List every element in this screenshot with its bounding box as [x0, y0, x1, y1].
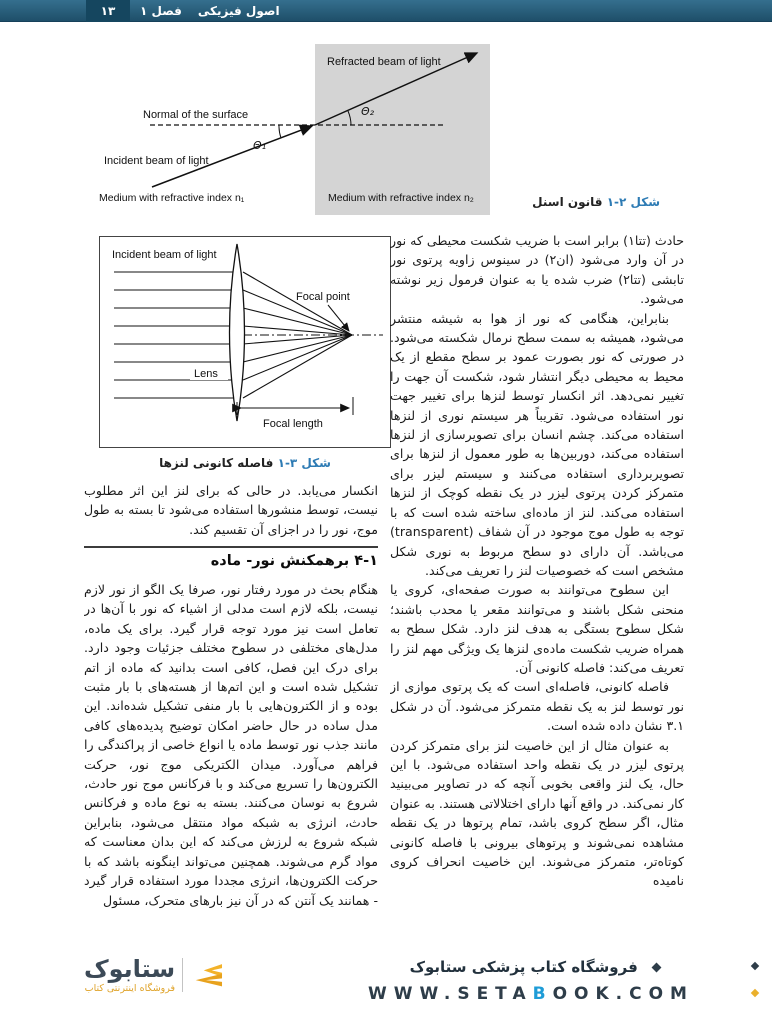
theta2-label: Θ₂: [361, 105, 375, 118]
paragraph: حادث (تتا۱) برابر است با ضریب شکست محیطی که نور در آن وارد می‌شود (ان۲) در سینوس زاویه پرتوی نور تابشی (تتا۲) ضرب شده یا به عنوان فرمول زیر نوشته می‌شود.: [390, 233, 684, 307]
paragraph: انکسار می‌یابد. در حالی که برای لنز این اثر مطلوب نیست، توسط منشورها استفاده می‌شود تا بسته به طول موج، نور را در اجزای آن تقسیم کند.: [84, 483, 378, 537]
paragraph: هنگام بحث در مورد رفتار نور، صرفا یک الگو از نور لازم نیست، بلکه لازم است مدلی از اشیاء که نور با آن‌ها در تعامل است نیز مورد توجه قرار گیرد. برای یک ماده، مدل‌های مختلفی در سطوح مختلف جزئیات وجود دارد. برای درک این فصل، کافی است بدانید که ماده از اتم تشکیل شده است و این اتم‌ها از هسته‌های با بار مثبت بوده و از الکترون‌هایی با بار منفی تشکیل شده‌اند. این مدل ساده در حال حاضر امکان توضیح پدیده‌های کافی مانند جذب نور توسط ماده یا انواع خاصی از پراکندگی را فراهم می‌آورد. میدان الکتریکی موج نور، حرکت الکترون‌ها را تسریع می‌کند و با فرکانس موج نور حادث، شروع به نوسان می‌کنند. بسته به نوع ماده و فرکانس حادث، انرژی به شبکه مواد منتقل می‌شود، بنابراین شبکه شروع به لرزش می‌کند که این بدان معناست که مواد گرم می‌شوند. همچنین می‌تواند اینگونه باشد که با حرکت الکترون‌ها، انرژی مجددا مورد استفاده قرار گیرد - همانند یک آنتن که در آن نیز بارهای متحرک، مسئول: [84, 582, 378, 908]
paragraph: این سطوح می‌توانند به صورت صفحه‌ای، کروی یا منحنی شکل باشند و می‌توانند مقعر یا محدب باشند؛ شکل سطوح بستگی به هدف لنز دارد. شکل سطح به همراه ضریب شکست ماده‌ی لنزها یک ویژگی مهم لنز را تعریف می‌کند: فاصله کانونی آن.: [390, 582, 684, 675]
edge-bullet-dark-icon: [751, 962, 759, 970]
diamond-bullet-icon: [652, 963, 662, 973]
figure-lens-caption-number: شکل ۳-۱: [277, 456, 331, 470]
figure-lens-caption: [99, 456, 391, 470]
section-divider: [84, 546, 378, 548]
paragraph: فاصله کانونی، فاصله‌ای است که یک پرتوی موازی از نور توسط لنز به یک نقطه متمرکز می‌شود. آن در شکل ۳.۱ نشان داده شده است.: [390, 679, 684, 734]
website-part3: OOK.COM: [552, 984, 694, 1004]
chapter-label: فصل ۱: [140, 4, 182, 18]
surface-normal-label: Normal of the surface: [143, 109, 249, 121]
left-column-continuation: [84, 481, 378, 543]
setabook-logo: [84, 956, 224, 994]
setabook-chevrons-icon: [190, 956, 224, 994]
paragraph: بنابراین، هنگامی که نور از هوا به شیشه منتشر می‌شود، همیشه به سمت سطح نرمال شکسته می‌شود. در صورتی که نور بصورت عمود بر سطح مقطع از یک محیط به محیطی دیگر انتشار شود، شکست آن جهت را تغییر نمی‌دهد. اثر انکسار توسط لنزها برای تغییر جهت نور استفاده می‌شود. تقریباً هر سیستم نوری از لنزها استفاده می‌کند. چشم انسان برای تصویرسازی از لنزها استفاده می‌کند، دوربین‌ها به طور معمول از لنزها برای تصویربرداری استفاده می‌کنند و سیستم لیزر برای متمرکز کردن پرتوی لیزر در یک نقطه کوچک از لنزها استفاده می‌کند. لنز از ماده‌ای ساخته شده است که با توجه به طول موج موجود در آن شفاف (transparent) می‌باشد. آن دارای دو سطح مربوط به نوری شکل مشخص است که خصوصیات لنز را تعریف می‌کند.: [390, 310, 684, 578]
website-part2: B: [532, 984, 553, 1004]
refracted-beam-label: Refracted beam of light: [327, 56, 441, 68]
snell-diagram: [95, 36, 495, 218]
lens-label: Lens: [194, 368, 218, 380]
figure-snell-caption-text: قانون اسنل: [532, 195, 603, 209]
theta1-arc: [279, 125, 281, 138]
logo-wordmark: ستابوک: [84, 955, 176, 983]
logo-text-block: [84, 956, 175, 994]
figure-snell-caption-number: شکل ۲-۱: [606, 195, 660, 209]
store-name: فروشگاه کتاب پزشکی ستابوک: [409, 958, 638, 976]
incident-beam-label: Incident beam of light: [104, 155, 209, 167]
medium2-label: Medium with refractive index n₂: [328, 192, 474, 204]
lens-incident-label: Incident beam of light: [112, 249, 217, 261]
medium1-label: Medium with refractive index n₁: [99, 192, 245, 204]
chapter-title: اصول فیزیکی: [197, 4, 280, 18]
focal-point-label: Focal point: [296, 291, 350, 303]
left-column-body: [84, 580, 378, 952]
page-header-bar: [0, 0, 772, 22]
figure-lens-caption-text: فاصله کانونی لنزها: [159, 456, 274, 470]
section-heading: ۴-۱ برهمکنش نور- ماده: [210, 553, 378, 569]
edge-bullet-gold-icon: [751, 989, 759, 997]
website-url: [368, 984, 694, 1004]
logo-divider: [182, 958, 183, 992]
medium2-region: [315, 44, 490, 215]
figure-lens: [99, 236, 391, 448]
website-part1: WWW.SETA: [368, 984, 533, 1004]
figure-snell: [95, 36, 495, 218]
running-head: [140, 0, 280, 22]
logo-subtitle: فروشگاه اینترنتی کتاب: [84, 983, 176, 994]
page-number: ۱۳: [86, 0, 130, 22]
theta1-label: Θ₁: [253, 139, 267, 152]
focal-length-label: Focal length: [263, 418, 323, 430]
lens-diagram: [100, 237, 390, 447]
footer-store-row: [330, 958, 660, 976]
paragraph: به عنوان مثال از این خاصیت لنز برای متمرکز کردن پرتوی لیزر در یک نقطه واحد استفاده می‌شود. با این حال، یک لنز واقعی بخوبی آنچه که در تصاویر می‌بینید کار نمی‌کند. در واقع آنها دارای اختلالاتی هستند. به عنوان مثال، اگر سطح کروی باشد، تمام پرتوها در یک نقطه مشاهده نمی‌شوند و پرتوهای بیرونی با فاصله کانونی کوتاه‌تر، متمرکز می‌شوند. این خاصیت انحراف کروی نامیده: [390, 737, 684, 889]
right-column: [390, 231, 684, 947]
lens-shape: [230, 244, 245, 421]
figure-snell-caption: [500, 195, 660, 209]
